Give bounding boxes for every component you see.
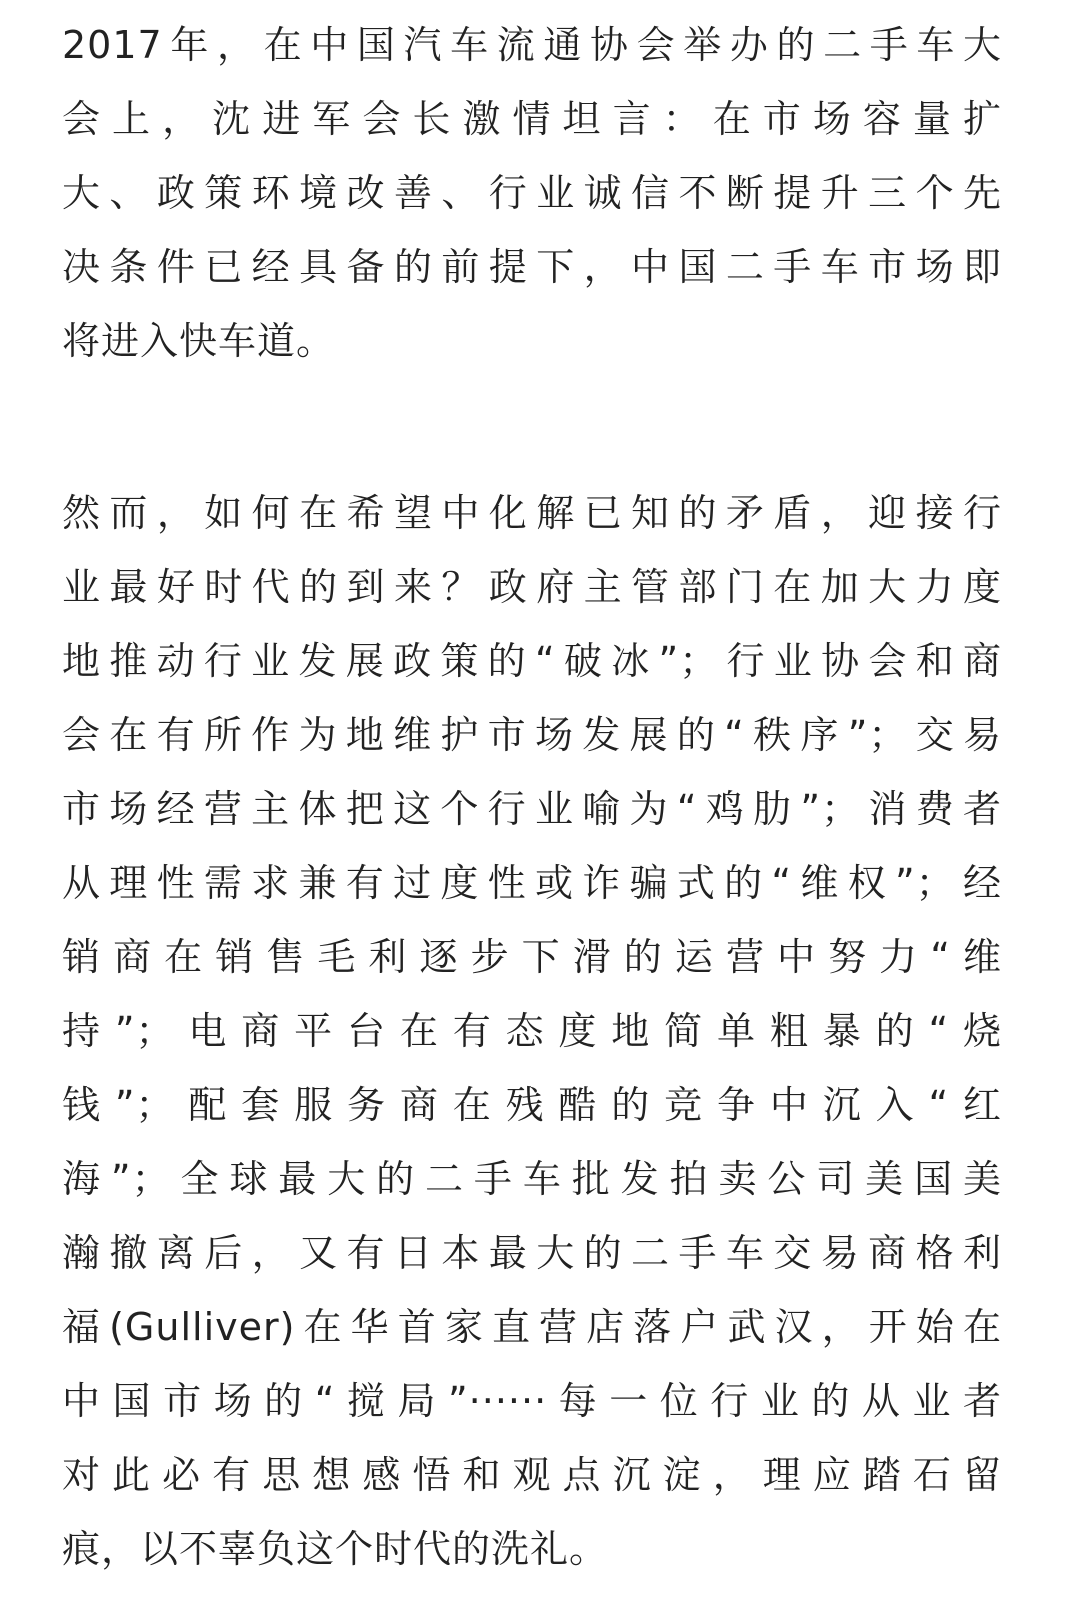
- text-line: 福(Gulliver)在华首家直营店落户武汉，开始在: [62, 1305, 1002, 1349]
- paragraph-2: [62, 476, 1002, 1586]
- text-line: 业最好时代的到来？政府主管部门在加大力度: [62, 565, 1002, 609]
- text-line: 将进入快车道。: [62, 319, 336, 363]
- text-line: 市场经营主体把这个行业喻为“鸡肋”；消费者: [62, 787, 1002, 831]
- text-line: 瀚撤离后，又有日本最大的二手车交易商格利: [62, 1231, 1002, 1275]
- text-line: 地推动行业发展政策的“破冰”；行业协会和商: [62, 639, 1002, 683]
- text-line: 对此必有思想感悟和观点沉淀，理应踏石留: [62, 1453, 1002, 1497]
- article-body: [62, 0, 1002, 1586]
- text-line: 然而，如何在希望中化解已知的矛盾，迎接行: [62, 491, 1002, 535]
- text-line: 决条件已经具备的前提下，中国二手车市场即: [62, 245, 1002, 289]
- text-line: 中国市场的“搅局”······每一位行业的从业者: [62, 1379, 1002, 1423]
- text-line: 海”；全球最大的二手车批发拍卖公司美国美: [62, 1157, 1002, 1201]
- paragraph-spacer: [62, 378, 1002, 476]
- paragraph-1: [62, 0, 1002, 378]
- text-line: 会上，沈进军会长激情坦言：在市场容量扩: [62, 97, 1002, 141]
- text-line: 大、政策环境改善、行业诚信不断提升三个先: [62, 171, 1002, 215]
- text-line: 会在有所作为地维护市场发展的“秩序”；交易: [62, 713, 1002, 757]
- text-line: 销商在销售毛利逐步下滑的运营中努力“维: [62, 935, 1002, 979]
- text-line: 钱”；配套服务商在残酷的竞争中沉入“红: [62, 1083, 1002, 1127]
- text-line: 2017年，在中国汽车流通协会举办的二手车大: [62, 23, 1002, 67]
- text-line: 持”；电商平台在有态度地简单粗暴的“烧: [62, 1009, 1002, 1053]
- text-line: 痕，以不辜负这个时代的洗礼。: [62, 1527, 609, 1571]
- text-line: 从理性需求兼有过度性或诈骗式的“维权”；经: [62, 861, 1002, 905]
